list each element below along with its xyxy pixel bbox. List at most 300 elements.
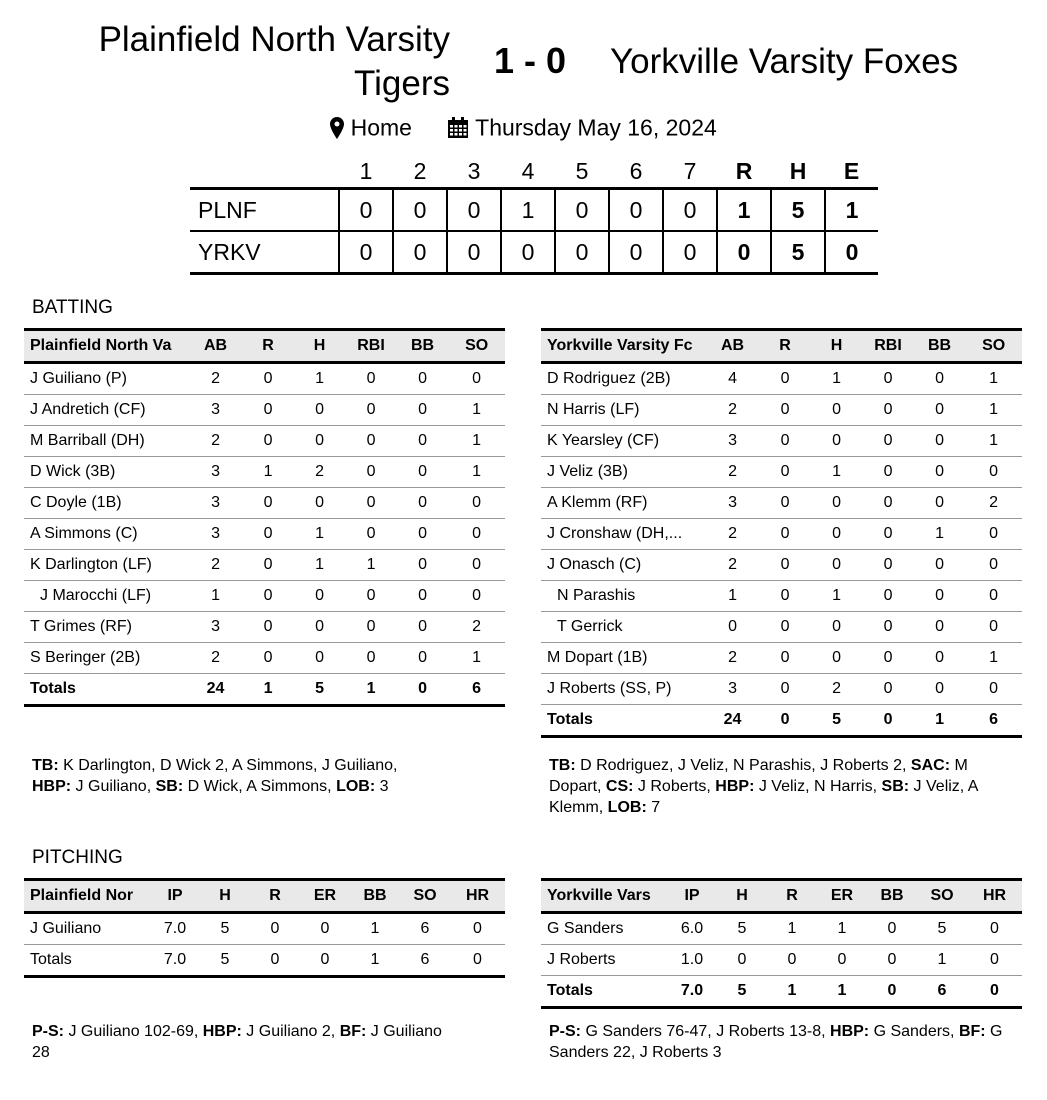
stat-cell: 0	[862, 363, 913, 395]
stat-cell: 0	[345, 643, 396, 674]
totals-cell: 1	[345, 674, 396, 706]
player-row	[541, 945, 1022, 976]
stat-cell: 1	[294, 550, 345, 581]
player-row	[24, 395, 505, 426]
away-batting-table	[541, 328, 1022, 738]
stat-cell: 0	[397, 643, 448, 674]
stat-cell: 1	[448, 395, 505, 426]
player-row	[24, 581, 505, 612]
player-name: J Guiliano (P)	[24, 363, 189, 395]
stat-cell: 0	[242, 519, 293, 550]
player-name: T Grimes (RF)	[24, 612, 189, 643]
stat-cell: 0	[345, 488, 396, 519]
stat-cell: 0	[294, 395, 345, 426]
player-name: J Cronshaw (DH,...	[541, 519, 706, 550]
stat-cell: 0	[965, 457, 1022, 488]
player-row	[24, 913, 505, 945]
stat-cell: 1	[350, 913, 400, 945]
stat-cell: 0	[867, 945, 917, 976]
player-row	[541, 550, 1022, 581]
totals-cell: 24	[189, 674, 243, 706]
stat-header-row	[541, 880, 1022, 913]
inning-score: 0	[663, 231, 717, 274]
stat-column-header: R	[759, 330, 810, 363]
totals-row	[24, 674, 505, 706]
note-label: TB:	[549, 757, 576, 774]
stat-column-header: R	[250, 880, 300, 913]
inning-header: 2	[393, 155, 447, 189]
stat-cell: 0	[867, 913, 917, 945]
player-name: N Parashis	[541, 581, 706, 612]
note-text: G Sanders,	[869, 1023, 959, 1040]
pitching-section-title: PITCHING	[32, 847, 123, 868]
linescore-header-row	[190, 155, 878, 189]
stat-cell: 3	[706, 674, 760, 705]
stat-cell: 0	[242, 550, 293, 581]
stat-cell: 0	[759, 581, 810, 612]
stat-column-header: H	[717, 880, 767, 913]
stat-cell: 0	[242, 426, 293, 457]
player-name: K Darlington (LF)	[24, 550, 189, 581]
linescore-team: YRKV	[190, 231, 339, 274]
player-row	[24, 550, 505, 581]
player-row	[24, 426, 505, 457]
note-label: P-S:	[549, 1023, 581, 1040]
player-row	[24, 643, 505, 674]
linescore-table	[190, 155, 878, 275]
stat-cell: 0	[914, 643, 965, 674]
stat-column-header: BB	[867, 880, 917, 913]
stat-cell: 1	[706, 581, 760, 612]
game-info	[0, 113, 1047, 141]
stat-cell: 1	[965, 363, 1022, 395]
stat-header-row	[24, 880, 505, 913]
game-date: Thursday May 16, 2024	[475, 114, 717, 141]
totals-label: Totals	[541, 705, 706, 737]
team-column-header: Yorkville Vars	[541, 880, 667, 913]
stat-cell: 0	[759, 395, 810, 426]
stat-cell: 0	[811, 643, 862, 674]
stat-cell: 0	[811, 519, 862, 550]
stat-cell: 0	[965, 519, 1022, 550]
player-name: J Andretich (CF)	[24, 395, 189, 426]
stat-cell: 0	[914, 674, 965, 705]
stat-cell: 3	[189, 488, 243, 519]
totals-cell: 7.0	[667, 976, 717, 1008]
stat-cell: 1	[965, 395, 1022, 426]
player-name: D Rodriguez (2B)	[541, 363, 706, 395]
totals-cell: 0	[397, 674, 448, 706]
home-pitching-notes	[32, 1021, 452, 1063]
stat-cell: 0	[345, 581, 396, 612]
stat-cell: 0	[450, 913, 505, 945]
stat-cell: 0	[965, 612, 1022, 643]
stat-cell: 0	[759, 519, 810, 550]
stat-cell: 1	[294, 363, 345, 395]
stat-cell: 0	[914, 457, 965, 488]
stat-cell: 1.0	[667, 945, 717, 976]
stat-header-row	[541, 330, 1022, 363]
stat-cell: 2	[706, 395, 760, 426]
stat-column-header: BB	[397, 330, 448, 363]
player-name: A Klemm (RF)	[541, 488, 706, 519]
player-row	[24, 363, 505, 395]
home-team-name: Plainfield North Varsity Tigers	[98, 20, 450, 103]
player-row	[541, 581, 1022, 612]
stat-cell: 1	[448, 426, 505, 457]
totals-label: Totals	[24, 945, 150, 977]
stat-cell: 0	[759, 643, 810, 674]
note-label: HBP:	[202, 1023, 242, 1040]
stat-cell: 7.0	[150, 913, 200, 945]
player-row	[541, 363, 1022, 395]
note-text: J Veliz, N Harris,	[754, 778, 882, 795]
inning-score: 0	[447, 189, 501, 232]
totals-cell: 5	[200, 945, 250, 977]
player-row	[541, 674, 1022, 705]
stat-column-header: HR	[450, 880, 505, 913]
stat-cell: 0	[759, 457, 810, 488]
totals-cell: 6	[448, 674, 505, 706]
note-text: D Rodriguez, J Veliz, N Parashis, J Roberts 2,	[575, 757, 911, 774]
totals-cell: 6	[917, 976, 967, 1008]
player-name: J Roberts (SS, P)	[541, 674, 706, 705]
totals-cell: 5	[294, 674, 345, 706]
totals-cell: 1	[767, 976, 817, 1008]
stat-column-header: R	[242, 330, 293, 363]
note-text: J Roberts,	[633, 778, 716, 795]
totals-cell: 1	[242, 674, 293, 706]
player-name: N Harris (LF)	[541, 395, 706, 426]
note-text: 7	[646, 799, 661, 816]
stat-cell: 1	[767, 913, 817, 945]
note-label: SB:	[881, 778, 910, 795]
stat-cell: 5	[717, 913, 767, 945]
stat-cell: 0	[294, 612, 345, 643]
linescore-team: PLNF	[190, 189, 339, 232]
player-name: M Dopart (1B)	[541, 643, 706, 674]
player-name: J Veliz (3B)	[541, 457, 706, 488]
errors-header: E	[825, 155, 878, 189]
stat-column-header: H	[294, 330, 345, 363]
player-name: K Yearsley (CF)	[541, 426, 706, 457]
stat-cell: 0	[397, 395, 448, 426]
note-text: M Dopart,	[549, 757, 968, 795]
inning-score: 0	[555, 231, 609, 274]
stat-cell: 2	[706, 550, 760, 581]
away-pitching-notes	[549, 1021, 1029, 1063]
stat-cell: 0	[448, 550, 505, 581]
totals-cell: 0	[862, 705, 913, 737]
stat-column-header: BB	[350, 880, 400, 913]
player-name: G Sanders	[541, 913, 667, 945]
stat-header-row	[24, 330, 505, 363]
stat-cell: 2	[706, 643, 760, 674]
stat-column-header: BB	[914, 330, 965, 363]
total-runs: 1	[717, 189, 771, 232]
linescore-row-away	[190, 231, 878, 274]
inning-score: 0	[609, 231, 663, 274]
inning-score: 0	[663, 189, 717, 232]
totals-cell: 5	[811, 705, 862, 737]
total-hits: 5	[771, 189, 825, 232]
inning-header: 5	[555, 155, 609, 189]
player-row	[24, 457, 505, 488]
stat-cell: 0	[397, 363, 448, 395]
stat-cell: 0	[767, 945, 817, 976]
totals-cell: 0	[450, 945, 505, 977]
totals-cell: 1	[350, 945, 400, 977]
stat-cell: 3	[189, 395, 243, 426]
stat-cell: 0	[862, 550, 913, 581]
stat-cell: 1	[811, 457, 862, 488]
stat-column-header: AB	[706, 330, 760, 363]
note-text: G Sanders 76-47, J Roberts 13-8,	[581, 1023, 831, 1040]
stat-column-header: H	[811, 330, 862, 363]
home-batting-notes	[32, 755, 472, 797]
inning-score: 0	[339, 189, 393, 232]
away-team-name: Yorkville Varsity Foxes	[610, 42, 959, 81]
stat-cell: 0	[914, 488, 965, 519]
stat-cell: 0	[242, 612, 293, 643]
player-name: J Guiliano	[24, 913, 150, 945]
stat-cell: 1	[448, 457, 505, 488]
stat-cell: 0	[862, 395, 913, 426]
stat-cell: 0	[706, 612, 760, 643]
totals-label: Totals	[541, 976, 667, 1008]
batting-section-title: BATTING	[32, 297, 113, 318]
hits-header: H	[771, 155, 825, 189]
note-label: HBP:	[32, 778, 72, 795]
stat-cell: 0	[914, 363, 965, 395]
stat-column-header: AB	[189, 330, 243, 363]
stat-cell: 0	[448, 581, 505, 612]
stat-cell: 0	[914, 395, 965, 426]
stat-cell: 0	[345, 612, 396, 643]
player-name: T Gerrick	[541, 612, 706, 643]
stat-cell: 0	[397, 612, 448, 643]
total-errors: 0	[825, 231, 878, 274]
totals-cell: 1	[914, 705, 965, 737]
player-name: J Onasch (C)	[541, 550, 706, 581]
note-label: LOB:	[336, 778, 376, 795]
away-pitching-table	[541, 878, 1022, 1009]
stat-cell: 0	[397, 581, 448, 612]
note-label: SAC:	[910, 757, 951, 774]
stat-cell: 0	[345, 395, 396, 426]
map-pin-icon	[330, 117, 344, 139]
player-row	[541, 519, 1022, 550]
stat-cell: 0	[397, 457, 448, 488]
note-text: J Veliz, A Klemm,	[549, 778, 978, 816]
stat-cell: 0	[242, 581, 293, 612]
team-column-header: Plainfield Nor	[24, 880, 150, 913]
stat-cell: 1	[914, 519, 965, 550]
player-row	[541, 426, 1022, 457]
stat-cell: 0	[965, 581, 1022, 612]
note-label: TB:	[32, 757, 59, 774]
note-label: LOB:	[607, 799, 647, 816]
note-text: J Guiliano 28	[32, 1023, 442, 1061]
note-label: P-S:	[32, 1023, 64, 1040]
stat-cell: 0	[345, 457, 396, 488]
inning-header: 4	[501, 155, 555, 189]
stat-cell: 0	[759, 674, 810, 705]
stat-column-header: SO	[917, 880, 967, 913]
game-location: Home	[350, 114, 412, 141]
player-row	[541, 612, 1022, 643]
stat-cell: 1	[965, 426, 1022, 457]
stat-cell: 2	[294, 457, 345, 488]
stat-cell: 0	[811, 612, 862, 643]
inning-score: 0	[501, 231, 555, 274]
stat-cell: 0	[811, 550, 862, 581]
total-hits: 5	[771, 231, 825, 274]
stat-cell: 0	[759, 612, 810, 643]
stat-cell: 0	[397, 426, 448, 457]
note-text: J Guiliano,	[71, 778, 156, 795]
stat-cell: 0	[862, 674, 913, 705]
stat-cell: 0	[914, 426, 965, 457]
stat-cell: 1	[345, 550, 396, 581]
stat-cell: 3	[706, 426, 760, 457]
stat-cell: 1	[189, 581, 243, 612]
stat-cell: 0	[242, 488, 293, 519]
stat-column-header: IP	[150, 880, 200, 913]
note-text: 3	[375, 778, 389, 795]
team-column-header: Plainfield North Va	[24, 330, 189, 363]
stat-cell: 0	[914, 550, 965, 581]
totals-row	[541, 976, 1022, 1008]
stat-cell: 3	[706, 488, 760, 519]
stat-cell: 1	[811, 363, 862, 395]
note-text: D Wick, A Simmons,	[183, 778, 337, 795]
stat-cell: 2	[448, 612, 505, 643]
stat-cell: 0	[862, 457, 913, 488]
stat-cell: 0	[717, 945, 767, 976]
stat-column-header: R	[767, 880, 817, 913]
stat-cell: 2	[706, 457, 760, 488]
stat-cell: 2	[189, 550, 243, 581]
note-label: CS:	[605, 778, 634, 795]
stat-cell: 5	[917, 913, 967, 945]
stat-cell: 6.0	[667, 913, 717, 945]
stat-column-header: RBI	[862, 330, 913, 363]
totals-cell: 0	[967, 976, 1022, 1008]
stat-cell: 0	[967, 913, 1022, 945]
stat-column-header: SO	[448, 330, 505, 363]
stat-cell: 2	[189, 426, 243, 457]
stat-cell: 0	[448, 488, 505, 519]
stat-column-header: HR	[967, 880, 1022, 913]
stat-cell: 0	[300, 913, 350, 945]
stat-cell: 0	[759, 550, 810, 581]
stat-cell: 3	[189, 457, 243, 488]
note-label: HBP:	[715, 778, 755, 795]
player-row	[24, 612, 505, 643]
stat-cell: 2	[189, 363, 243, 395]
stat-cell: 2	[189, 643, 243, 674]
note-text: J Guiliano 102-69,	[64, 1023, 203, 1040]
player-name: S Beringer (2B)	[24, 643, 189, 674]
total-errors: 1	[825, 189, 878, 232]
totals-cell: 7.0	[150, 945, 200, 977]
stat-cell: 1	[448, 643, 505, 674]
inning-score: 1	[501, 189, 555, 232]
away-batting-notes	[549, 755, 1024, 818]
inning-header: 6	[609, 155, 663, 189]
stat-cell: 0	[397, 488, 448, 519]
inning-score: 0	[609, 189, 663, 232]
player-name: A Simmons (C)	[24, 519, 189, 550]
player-name: D Wick (3B)	[24, 457, 189, 488]
stat-cell: 0	[294, 581, 345, 612]
linescore-row-home	[190, 189, 878, 232]
stat-cell: 0	[294, 643, 345, 674]
stat-cell: 6	[400, 913, 450, 945]
player-name: J Roberts	[541, 945, 667, 976]
stat-cell: 0	[914, 581, 965, 612]
stat-cell: 0	[397, 550, 448, 581]
totals-row	[24, 945, 505, 977]
stat-cell: 0	[862, 426, 913, 457]
player-row	[541, 457, 1022, 488]
stat-cell: 0	[242, 363, 293, 395]
player-name: M Barriball (DH)	[24, 426, 189, 457]
stat-cell: 0	[397, 519, 448, 550]
stat-cell: 0	[967, 945, 1022, 976]
note-text: J Guiliano 2,	[241, 1023, 340, 1040]
player-row	[541, 395, 1022, 426]
stat-cell: 0	[862, 612, 913, 643]
stat-cell: 2	[706, 519, 760, 550]
totals-cell: 1	[817, 976, 867, 1008]
stat-cell: 0	[862, 643, 913, 674]
stat-cell: 1	[965, 643, 1022, 674]
stat-cell: 4	[706, 363, 760, 395]
stat-cell: 2	[811, 674, 862, 705]
linescore-corner	[190, 155, 339, 189]
stat-cell: 0	[759, 426, 810, 457]
stat-cell: 1	[294, 519, 345, 550]
stat-cell: 0	[862, 581, 913, 612]
totals-row	[541, 705, 1022, 737]
note-text: G Sanders 22, J Roberts 3	[549, 1023, 1003, 1061]
calendar-icon	[447, 117, 469, 139]
stat-cell: 0	[817, 945, 867, 976]
stat-cell: 5	[200, 913, 250, 945]
totals-cell: 24	[706, 705, 760, 737]
stat-cell: 0	[242, 643, 293, 674]
inning-score: 0	[393, 189, 447, 232]
totals-cell: 5	[717, 976, 767, 1008]
stat-cell: 1	[242, 457, 293, 488]
player-row	[541, 488, 1022, 519]
stat-cell: 0	[811, 426, 862, 457]
stat-column-header: IP	[667, 880, 717, 913]
stat-cell: 3	[189, 612, 243, 643]
stat-cell: 0	[965, 550, 1022, 581]
stat-column-header: RBI	[345, 330, 396, 363]
final-score: 1 - 0	[493, 40, 567, 81]
stat-cell: 0	[242, 395, 293, 426]
inning-header: 3	[447, 155, 501, 189]
stat-cell: 0	[345, 426, 396, 457]
stat-cell: 0	[811, 395, 862, 426]
stat-cell: 0	[345, 519, 396, 550]
stat-column-header: SO	[965, 330, 1022, 363]
team-column-header: Yorkville Varsity Fc	[541, 330, 706, 363]
